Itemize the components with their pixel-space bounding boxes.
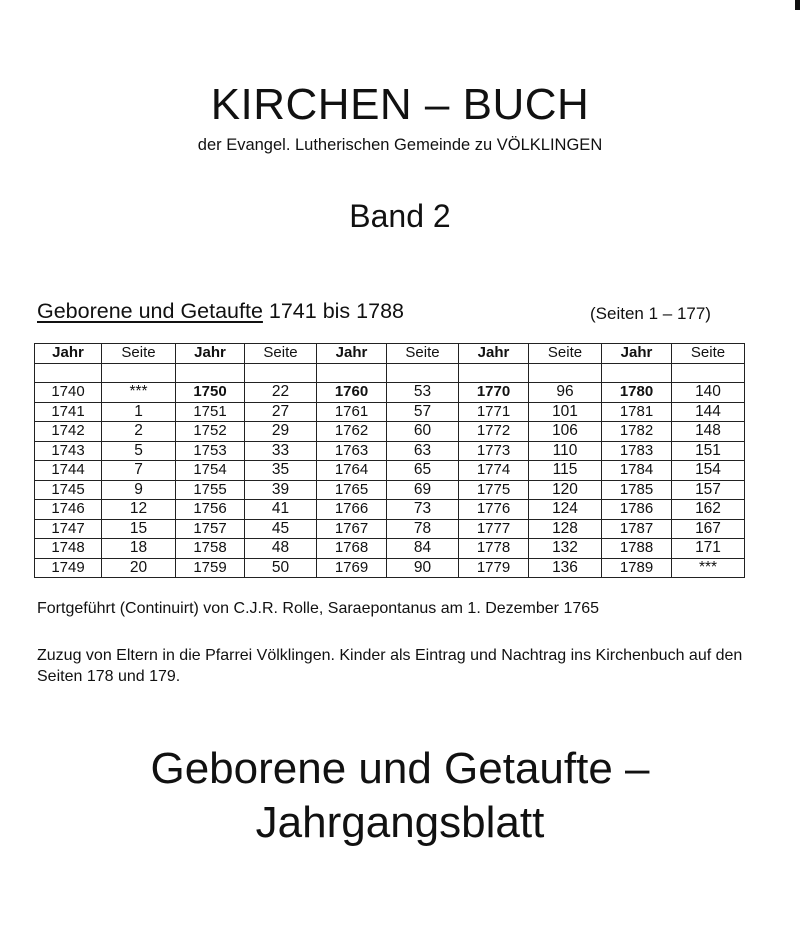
year-cell: 1776 — [459, 500, 529, 520]
section-heading-underlined: Geborene und Getaufte — [37, 299, 263, 323]
page-cell: 90 — [387, 558, 459, 578]
page-cell: 132 — [529, 539, 602, 559]
year-cell: 1761 — [317, 402, 387, 422]
year-page-index-table — [34, 343, 745, 578]
page-cell: 22 — [245, 383, 317, 403]
page-cell: 15 — [102, 519, 176, 539]
scan-corner-mark — [795, 0, 800, 10]
table-row — [35, 480, 745, 500]
year-cell: 1774 — [459, 461, 529, 481]
year-cell: 1785 — [602, 480, 672, 500]
header-cell-year: Jahr — [602, 344, 672, 364]
year-cell: 1756 — [176, 500, 245, 520]
table-spacer-row — [35, 363, 745, 383]
year-cell: 1787 — [602, 519, 672, 539]
year-cell: 1765 — [317, 480, 387, 500]
page-cell: 41 — [245, 500, 317, 520]
header-cell-year: Jahr — [459, 344, 529, 364]
page-cell: 7 — [102, 461, 176, 481]
year-cell: 1775 — [459, 480, 529, 500]
page-cell: 171 — [672, 539, 745, 559]
page-cell: 65 — [387, 461, 459, 481]
year-cell: 1757 — [176, 519, 245, 539]
page-cell: *** — [672, 558, 745, 578]
sheet-title — [0, 742, 800, 850]
year-cell: 1755 — [176, 480, 245, 500]
page-cell: 2 — [102, 422, 176, 442]
header-cell-page: Seite — [245, 344, 317, 364]
empty-cell — [672, 363, 745, 383]
year-cell: 1745 — [35, 480, 102, 500]
page-cell: 57 — [387, 402, 459, 422]
page-cell: 33 — [245, 441, 317, 461]
page-cell: 78 — [387, 519, 459, 539]
table-row — [35, 519, 745, 539]
page-cell: 50 — [245, 558, 317, 578]
year-cell: 1753 — [176, 441, 245, 461]
migration-note: Zuzug von Eltern in die Pfarrei Völklingen. Kinder als Eintrag und Nachtrag ins Kirchenbuch auf den Seiten 178 und 179. — [37, 647, 743, 685]
empty-cell — [529, 363, 602, 383]
year-cell: 1781 — [602, 402, 672, 422]
empty-cell — [602, 363, 672, 383]
page-cell: 154 — [672, 461, 745, 481]
page-cell: 140 — [672, 383, 745, 403]
table-row — [35, 422, 745, 442]
page-cell: 20 — [102, 558, 176, 578]
page-cell: 120 — [529, 480, 602, 500]
year-cell: 1769 — [317, 558, 387, 578]
empty-cell — [245, 363, 317, 383]
page-cell: 1 — [102, 402, 176, 422]
page-cell: 106 — [529, 422, 602, 442]
table-header-row — [35, 344, 745, 364]
page-cell: 128 — [529, 519, 602, 539]
page-cell: 167 — [672, 519, 745, 539]
page-cell: 157 — [672, 480, 745, 500]
page-cell: 45 — [245, 519, 317, 539]
section-heading — [37, 297, 404, 325]
year-cell: 1788 — [602, 539, 672, 559]
page-cell: 27 — [245, 402, 317, 422]
pages-note: (Seiten 1 – 177) — [590, 304, 711, 323]
year-cell: 1742 — [35, 422, 102, 442]
page-cell: 60 — [387, 422, 459, 442]
empty-cell — [459, 363, 529, 383]
year-cell: 1770 — [459, 383, 529, 403]
year-cell: 1764 — [317, 461, 387, 481]
year-cell: 1766 — [317, 500, 387, 520]
section-heading-range: 1741 bis 1788 — [262, 299, 404, 323]
empty-cell — [387, 363, 459, 383]
year-cell: 1771 — [459, 402, 529, 422]
year-cell: 1763 — [317, 441, 387, 461]
table-row — [35, 558, 745, 578]
year-cell: 1779 — [459, 558, 529, 578]
page-cell: 5 — [102, 441, 176, 461]
year-cell: 1786 — [602, 500, 672, 520]
page-cell: 9 — [102, 480, 176, 500]
page-cell: 39 — [245, 480, 317, 500]
header-cell-year: Jahr — [35, 344, 102, 364]
table-body — [35, 363, 745, 578]
year-cell: 1760 — [317, 383, 387, 403]
year-cell: 1744 — [35, 461, 102, 481]
page-cell: 101 — [529, 402, 602, 422]
year-cell: 1778 — [459, 539, 529, 559]
page-cell: 69 — [387, 480, 459, 500]
table-row — [35, 539, 745, 559]
year-cell: 1754 — [176, 461, 245, 481]
table-row — [35, 402, 745, 422]
header-cell-page: Seite — [672, 344, 745, 364]
page-cell: 162 — [672, 500, 745, 520]
year-cell: 1746 — [35, 500, 102, 520]
document-subtitle: der Evangel. Lutherischen Gemeinde zu VÖLKLINGEN — [197, 136, 603, 154]
year-cell: 1750 — [176, 383, 245, 403]
year-cell: 1743 — [35, 441, 102, 461]
page-cell: 35 — [245, 461, 317, 481]
year-cell: 1762 — [317, 422, 387, 442]
empty-cell — [102, 363, 176, 383]
page-cell: 18 — [102, 539, 176, 559]
year-cell: 1749 — [35, 558, 102, 578]
year-cell: 1783 — [602, 441, 672, 461]
sheet-title-line2: Jahrgangsblatt — [255, 798, 545, 847]
year-cell: 1740 — [35, 383, 102, 403]
page-cell: *** — [102, 383, 176, 403]
year-cell: 1777 — [459, 519, 529, 539]
page-cell: 29 — [245, 422, 317, 442]
page-cell: 136 — [529, 558, 602, 578]
year-cell: 1758 — [176, 539, 245, 559]
page-cell: 63 — [387, 441, 459, 461]
page-cell: 12 — [102, 500, 176, 520]
volume-label: Band 2 — [349, 198, 451, 234]
page-cell: 96 — [529, 383, 602, 403]
table-row — [35, 441, 745, 461]
year-cell: 1751 — [176, 402, 245, 422]
page-cell: 48 — [245, 539, 317, 559]
year-cell: 1748 — [35, 539, 102, 559]
empty-cell — [35, 363, 102, 383]
header-cell-year: Jahr — [176, 344, 245, 364]
page-cell: 115 — [529, 461, 602, 481]
table-row — [35, 500, 745, 520]
year-cell: 1772 — [459, 422, 529, 442]
table-row — [35, 383, 745, 403]
header-cell-year: Jahr — [317, 344, 387, 364]
continuation-note: Fortgeführt (Continuirt) von C.J.R. Rolle, Saraepontanus am 1. Dezember 1765 — [37, 600, 600, 617]
year-cell: 1768 — [317, 539, 387, 559]
table-row — [35, 461, 745, 481]
header-cell-page: Seite — [387, 344, 459, 364]
page-cell: 73 — [387, 500, 459, 520]
header-cell-page: Seite — [102, 344, 176, 364]
year-cell: 1747 — [35, 519, 102, 539]
year-cell: 1789 — [602, 558, 672, 578]
sheet-title-line1: Geborene und Getaufte – — [150, 744, 650, 793]
year-cell: 1752 — [176, 422, 245, 442]
year-cell: 1773 — [459, 441, 529, 461]
year-cell: 1780 — [602, 383, 672, 403]
year-cell: 1782 — [602, 422, 672, 442]
page-cell: 110 — [529, 441, 602, 461]
year-cell: 1741 — [35, 402, 102, 422]
document-title: KIRCHEN – BUCH — [210, 80, 590, 129]
empty-cell — [176, 363, 245, 383]
page-cell: 53 — [387, 383, 459, 403]
page-cell: 84 — [387, 539, 459, 559]
page-cell: 148 — [672, 422, 745, 442]
header-cell-page: Seite — [529, 344, 602, 364]
page-cell: 144 — [672, 402, 745, 422]
year-cell: 1759 — [176, 558, 245, 578]
empty-cell — [317, 363, 387, 383]
page-cell: 124 — [529, 500, 602, 520]
page-cell: 151 — [672, 441, 745, 461]
year-cell: 1784 — [602, 461, 672, 481]
year-cell: 1767 — [317, 519, 387, 539]
